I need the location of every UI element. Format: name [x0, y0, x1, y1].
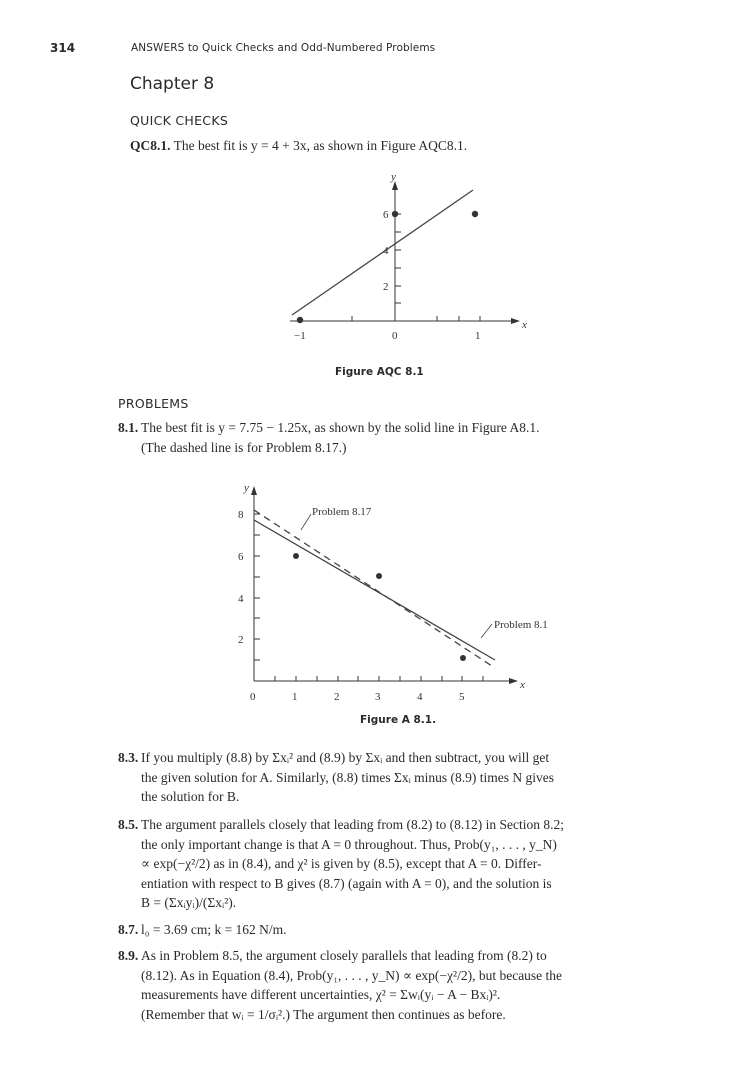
- fig1-xtick-m1: −1: [294, 330, 306, 342]
- problem-line: the solution for B.: [141, 789, 240, 805]
- fig2-ytick-8: 8: [238, 509, 244, 521]
- problem-line: (Remember that wᵢ = 1/σᵢ².) The argument then continues as before.: [141, 1006, 506, 1022]
- fig2-x-arrow: [509, 678, 518, 684]
- fig1-ytick-2: 2: [383, 281, 389, 293]
- fig1-point-2: [392, 211, 398, 217]
- qc-text: The best fit is y = 4 + 3x, as shown in Figure AQC8.1.: [173, 138, 468, 153]
- fig2-xtick-0: 0: [250, 691, 256, 703]
- fig2-point-1: [293, 553, 299, 559]
- annot-problem-8-17: Problem 8.17: [312, 506, 372, 518]
- annot-dashed-leader: [301, 514, 311, 530]
- fig1-point-3: [472, 211, 478, 217]
- problem-line: B = (Σxᵢyᵢ)/(Σxᵢ²).: [141, 895, 237, 911]
- fig1-ylabel: y: [391, 171, 396, 183]
- fig1-x-arrow: [511, 318, 520, 324]
- problem-line: The argument parallels closely that leading from (8.2) to (8.12) in Section 8.2;: [141, 817, 565, 832]
- fig2-xtick-3: 3: [375, 691, 381, 703]
- problem-8-9: [118, 946, 663, 1024]
- fig1-point-1: [297, 317, 303, 323]
- problem-number: 8.9.: [118, 948, 139, 963]
- problem-line: measurements have different uncertainties, χ² = Σwᵢ(yᵢ − A − Bxᵢ)².: [141, 987, 501, 1003]
- figure-aqc-8-1: [270, 168, 530, 358]
- fig2-y-arrow: [251, 486, 257, 495]
- fig2-point-3: [460, 655, 466, 661]
- problem-line: (8.12). As in Equation (8.4), Prob(y₁, . . . , y_N) ∝ exp(−χ²/2), but because the: [141, 967, 563, 983]
- qc-answer: [130, 138, 467, 154]
- problem-line: ∝ exp(−χ²/2) as in (8.4), and χ² is given by (8.5), except that A = 0. Differ-: [141, 856, 542, 872]
- fig2-xtick-4: 4: [417, 691, 423, 703]
- qc-label: QC8.1.: [130, 138, 171, 153]
- chapter-title: Chapter 8: [130, 74, 215, 94]
- fig2-xtick-1: 1: [292, 691, 298, 703]
- fig2-xtick-2: 2: [334, 691, 340, 703]
- problem-8-1: [118, 418, 663, 457]
- quick-checks-heading: QUICK CHECKS: [130, 113, 229, 128]
- fig2-solid-fit-line: [254, 520, 495, 660]
- fig1-xtick-1: 1: [475, 330, 481, 342]
- annot-problem-8-1: Problem 8.1: [494, 619, 548, 631]
- problem-line: (The dashed line is for Problem 8.17.): [141, 439, 347, 455]
- fig2-dashed-fit-line: [254, 510, 495, 668]
- problem-number: 8.5.: [118, 817, 139, 832]
- problem-number: 8.3.: [118, 750, 139, 765]
- fig2-point-2: [376, 573, 382, 579]
- problem-line: l₀ = 3.69 cm; k = 162 N/m.: [141, 922, 287, 937]
- fig1-ytick-4: 4: [383, 245, 389, 257]
- annot-solid-leader: [481, 624, 492, 638]
- fig2-xtick-5: 5: [459, 691, 465, 703]
- problem-8-3: [118, 748, 663, 807]
- problem-8-7: [118, 920, 663, 940]
- figure-a-8-1: [222, 478, 548, 706]
- problem-line: entiation with respect to B gives (8.7) (again with A = 0), and the solution is: [141, 875, 552, 891]
- problem-8-5: [118, 815, 663, 913]
- fig1-xlabel: x: [522, 319, 527, 331]
- figure1-caption: Figure AQC 8.1: [335, 366, 424, 378]
- fig2-ylabel: y: [244, 482, 249, 494]
- fig2-ytick-4: 4: [238, 593, 244, 605]
- fig1-ytick-6: 6: [383, 209, 389, 221]
- figure2-caption: Figure A 8.1.: [360, 714, 437, 726]
- problem-line: the only important change is that A = 0 throughout. Thus, Prob(y₁, . . . , y_N): [141, 836, 557, 852]
- fig2-ytick-2: 2: [238, 634, 244, 646]
- problem-line: the given solution for A. Similarly, (8.8) times Σxᵢ minus (8.9) times N gives: [141, 769, 555, 785]
- fig2-xlabel: x: [520, 679, 525, 691]
- problems-heading: PROBLEMS: [118, 396, 189, 411]
- page-number: 314: [50, 41, 76, 55]
- fig2-ytick-6: 6: [238, 551, 244, 563]
- problem-line: The best fit is y = 7.75 − 1.25x, as shown by the solid line in Figure A8.1.: [141, 420, 540, 435]
- problem-number: 8.1.: [118, 420, 139, 435]
- problem-line: If you multiply (8.8) by Σxᵢ² and (8.9) by Σxᵢ and then subtract, you will get: [141, 750, 550, 765]
- fig1-xtick-0: 0: [392, 330, 398, 342]
- running-head: ANSWERS to Quick Checks and Odd-Numbered Problems: [131, 42, 436, 54]
- problem-line: As in Problem 8.5, the argument closely parallels that leading from (8.2) to: [141, 948, 547, 963]
- problem-number: 8.7.: [118, 922, 139, 937]
